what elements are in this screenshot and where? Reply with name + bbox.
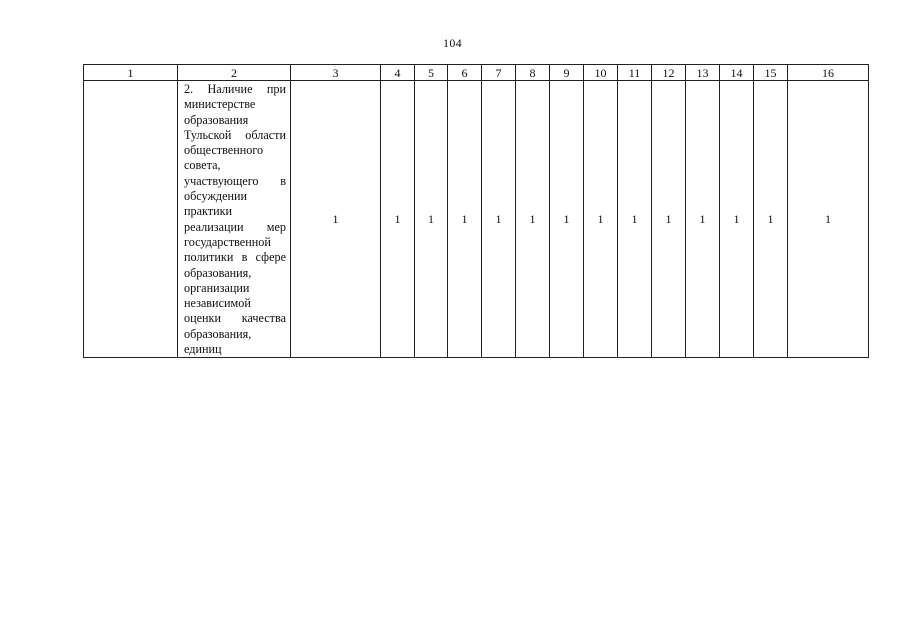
value-cell-col11: 1 bbox=[618, 81, 652, 358]
column-header: 2 bbox=[178, 65, 291, 81]
column-header: 9 bbox=[550, 65, 584, 81]
description-line: Тульской области bbox=[184, 127, 286, 142]
description-line: организации bbox=[184, 280, 250, 295]
column-header: 1 bbox=[84, 65, 178, 81]
value-cell-col16: 1 bbox=[788, 81, 869, 358]
value-cell-col9: 1 bbox=[550, 81, 584, 358]
description-line: министерстве bbox=[184, 97, 256, 112]
description-line: образования bbox=[184, 112, 249, 127]
table-row bbox=[84, 81, 869, 358]
header-row bbox=[84, 65, 869, 81]
description-line: совета, bbox=[184, 158, 221, 173]
column-header: 5 bbox=[415, 65, 448, 81]
description-line: практики bbox=[184, 204, 233, 219]
value-cell-col6: 1 bbox=[448, 81, 482, 358]
description-line: общественного bbox=[184, 143, 264, 158]
value-cell-col3: 1 bbox=[291, 81, 381, 358]
indicator-description-cell bbox=[178, 81, 291, 358]
value-cell-col5: 1 bbox=[415, 81, 448, 358]
description-line: образования, bbox=[184, 265, 252, 280]
description-line: 2. Наличие при bbox=[184, 82, 286, 96]
value-cell-col15: 1 bbox=[754, 81, 788, 358]
column-header: 16 bbox=[788, 65, 869, 81]
column-header: 13 bbox=[686, 65, 720, 81]
value-cell-col8: 1 bbox=[516, 81, 550, 358]
value-cell-col10: 1 bbox=[584, 81, 618, 358]
column-header: 7 bbox=[482, 65, 516, 81]
row-number-cell bbox=[84, 81, 178, 358]
value-cell-col12: 1 bbox=[652, 81, 686, 358]
column-header: 4 bbox=[381, 65, 415, 81]
description-line: реализации мер bbox=[184, 219, 286, 234]
value-cell-col13: 1 bbox=[686, 81, 720, 358]
column-header: 11 bbox=[618, 65, 652, 81]
column-header: 12 bbox=[652, 65, 686, 81]
column-header: 8 bbox=[516, 65, 550, 81]
description-line: политики в сфере bbox=[184, 250, 286, 265]
description-line: оценки качества bbox=[184, 311, 286, 326]
column-header: 10 bbox=[584, 65, 618, 81]
value-cell-col4: 1 bbox=[381, 81, 415, 358]
description-line: государственной bbox=[184, 234, 271, 249]
description-line: участвующего в bbox=[184, 173, 286, 188]
value-cell-col7: 1 bbox=[482, 81, 516, 358]
column-header: 14 bbox=[720, 65, 754, 81]
description-line: единиц bbox=[184, 342, 222, 357]
description-line: независимой bbox=[184, 296, 251, 311]
page-number: 104 bbox=[443, 36, 462, 50]
column-header: 6 bbox=[448, 65, 482, 81]
description-line: образования, bbox=[184, 326, 252, 341]
column-header: 3 bbox=[291, 65, 381, 81]
column-header: 15 bbox=[754, 65, 788, 81]
description-line: обсуждении bbox=[184, 189, 248, 204]
indicator-table bbox=[83, 64, 869, 358]
value-cell-col14: 1 bbox=[720, 81, 754, 358]
